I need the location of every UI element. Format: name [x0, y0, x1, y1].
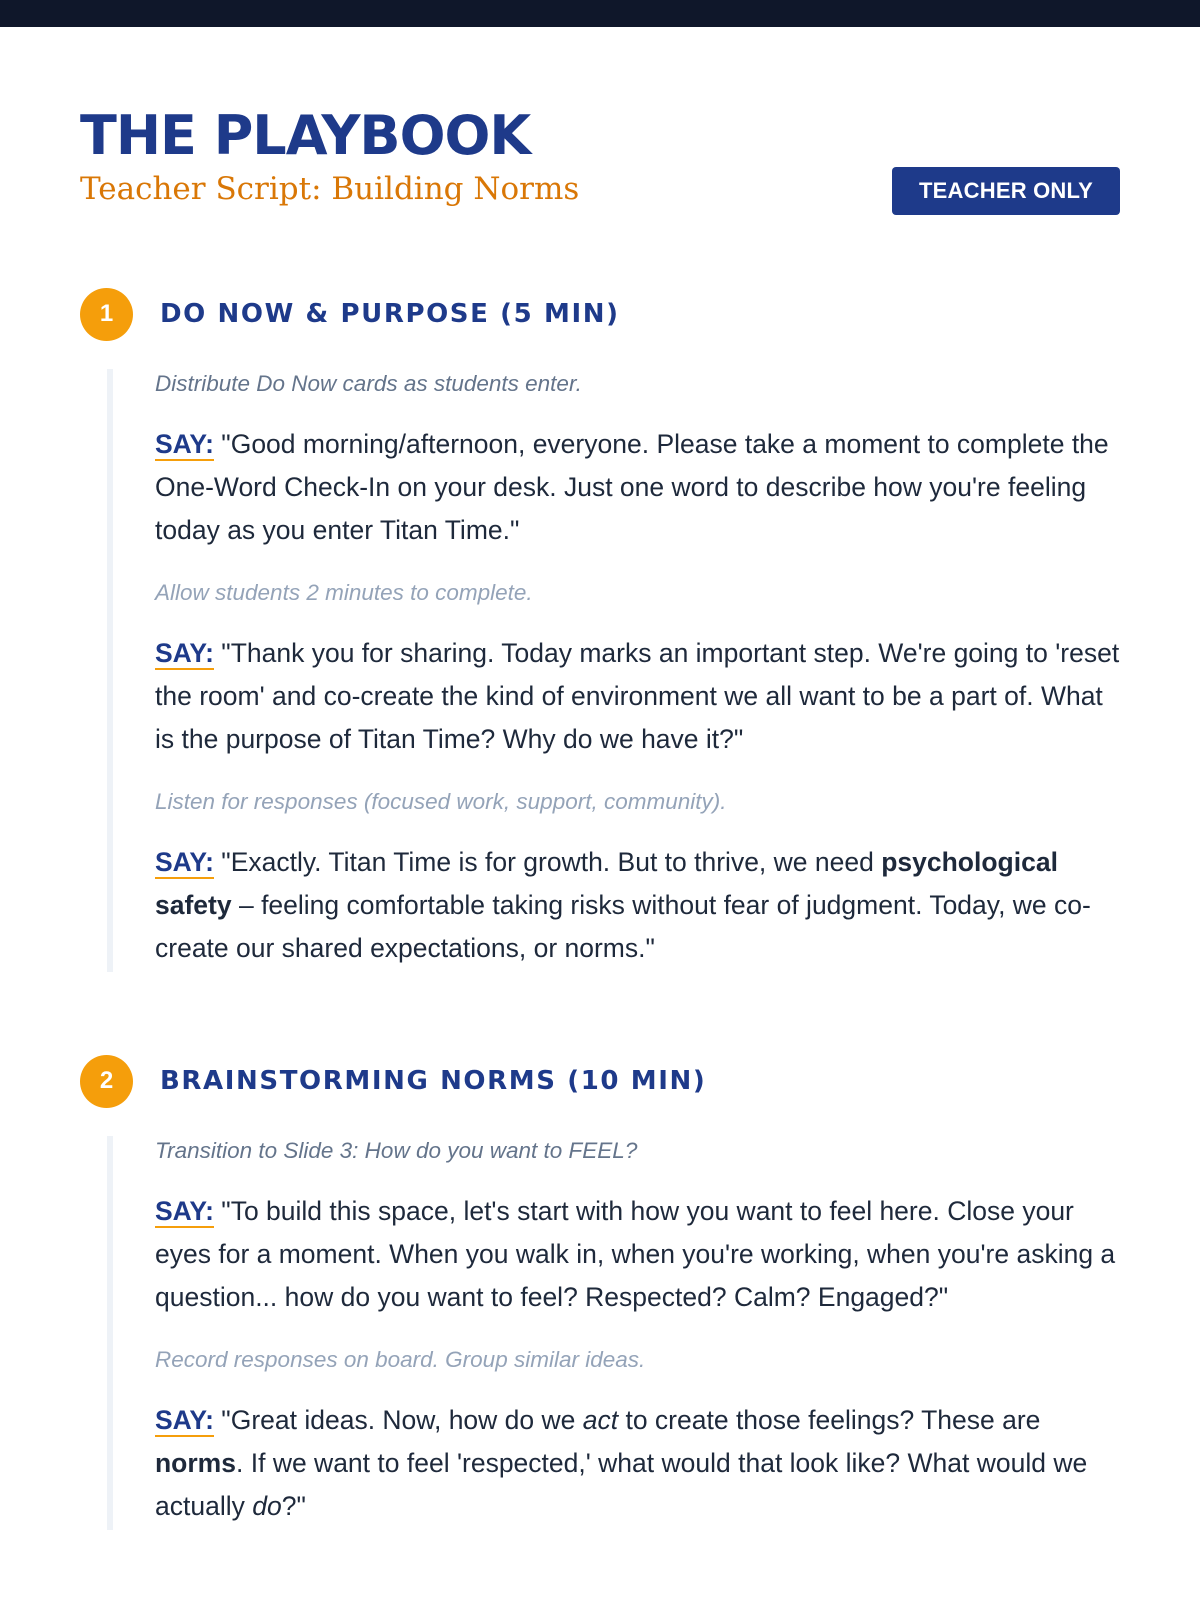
section-body: [107, 369, 1120, 972]
header: [80, 104, 1120, 218]
say-label: SAY:: [155, 429, 214, 459]
say-line: [155, 1399, 1120, 1528]
say-text: to create those feelings? These are: [618, 1405, 1041, 1435]
say-line: [155, 841, 1120, 970]
say-label: SAY:: [155, 847, 214, 877]
top-bar: [0, 0, 1200, 27]
section-header: [80, 1054, 1120, 1108]
say-text: – feeling comfortable taking risks without fear of judgment. Today, we co-create our shared expectations, or norms.": [155, 890, 1091, 963]
stage-direction: Record responses on board. Group similar ideas.: [155, 1347, 646, 1372]
say-label: SAY:: [155, 1196, 214, 1226]
stage-direction: Distribute Do Now cards as students enter.: [155, 371, 582, 396]
say-label: SAY:: [155, 1405, 214, 1435]
emphasis-text: act: [582, 1405, 619, 1435]
say-text: . If we want to feel 'respected,' what would that look like? What would we actually: [155, 1448, 1088, 1521]
say-label: SAY:: [155, 638, 214, 668]
emphasis-text: psychological safety: [155, 847, 1058, 920]
section-body: [107, 1136, 1120, 1530]
say-text: "Great ideas. Now, how do we: [221, 1405, 583, 1435]
section-number-badge: 2: [80, 1055, 133, 1108]
section-do-now: [80, 287, 1120, 972]
say-text: "To build this space, let's start with how you want to feel here. Close your eyes for a moment. When you walk in, when you're working, when you're asking a question... how do you want to feel? Respected? Calm? Engaged?": [155, 1196, 1116, 1312]
say-line: [155, 1190, 1120, 1319]
emphasis-text: norms: [155, 1448, 236, 1478]
say-line: [155, 423, 1120, 552]
say-text: "Good morning/afternoon, everyone. Please take a moment to complete the One-Word Check-In on your desk. Just one word to describe how you're feeling today as you enter Titan Time.": [155, 429, 1109, 545]
say-text: "Thank you for sharing. Today marks an important step. We're going to 'reset the room' and co-create the kind of environment we all want to be a part of. What is the purpose of Titan Time? Why do we have it?": [155, 638, 1120, 754]
say-text: "Exactly. Titan Time is for growth. But to thrive, we need: [221, 847, 882, 877]
section-title: BRAINSTORMING NORMS (10 MIN): [160, 1066, 707, 1096]
page-subtitle: Teacher Script: Building Norms: [80, 171, 580, 207]
section-title: DO NOW & PURPOSE (5 MIN): [160, 299, 620, 329]
section-brainstorming: [80, 1054, 1120, 1530]
emphasis-text: do: [252, 1491, 282, 1521]
teacher-only-badge: TEACHER ONLY: [892, 167, 1120, 215]
stage-direction: Listen for responses (focused work, support, community).: [155, 789, 727, 814]
stage-direction: Transition to Slide 3: How do you want to FEEL?: [155, 1138, 638, 1163]
brand-title: THE PLAYBOOK: [80, 104, 531, 167]
say-line: [155, 632, 1120, 761]
say-text: ?": [281, 1491, 306, 1521]
section-number-badge: 1: [80, 288, 133, 341]
section-header: [80, 287, 1120, 341]
stage-direction: Allow students 2 minutes to complete.: [155, 580, 533, 605]
